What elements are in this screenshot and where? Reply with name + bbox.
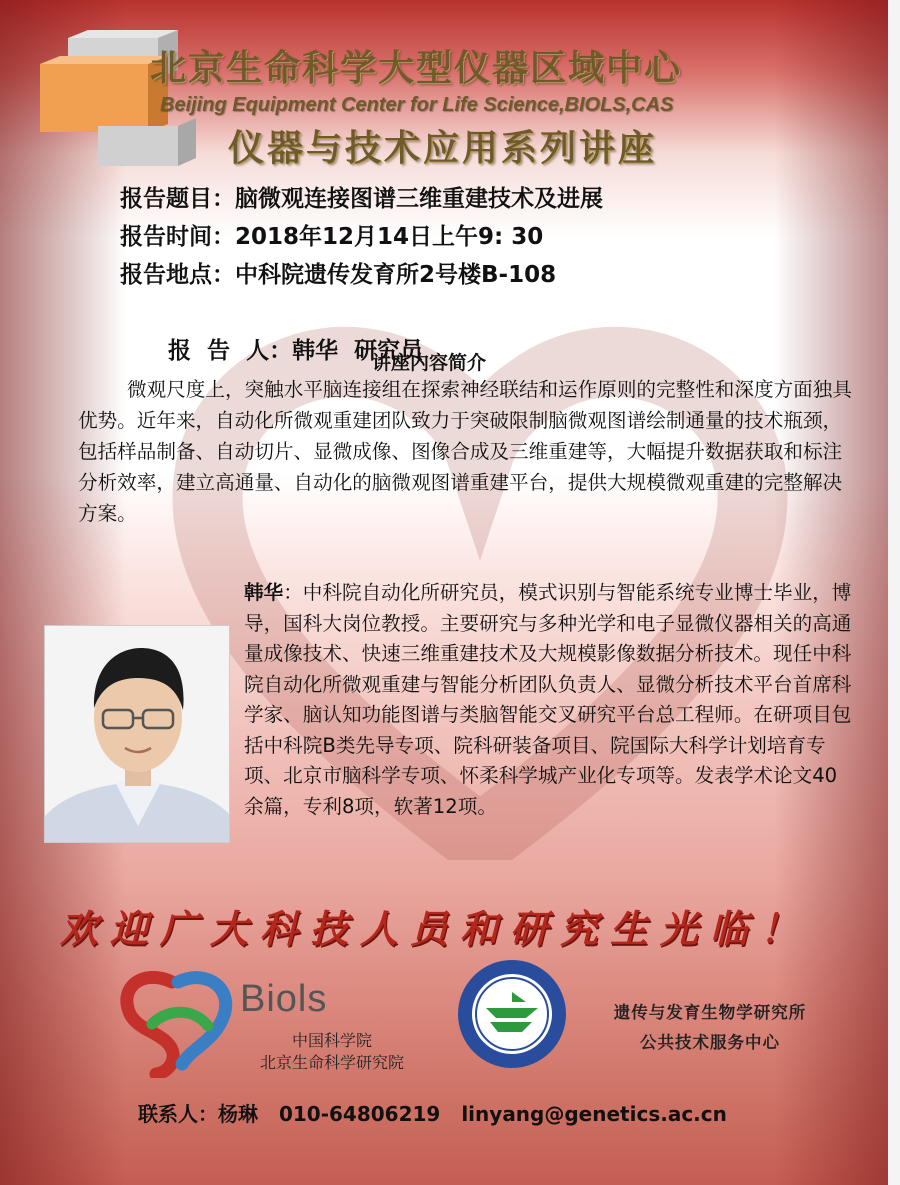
- biols-cn-line-1: 中国科学院: [291, 1031, 372, 1050]
- detail-value: 中科院遗传发育所2号楼B-108: [235, 262, 557, 288]
- institute-name: [580, 998, 840, 1058]
- center-name-en: Beijing Equipment Center for Life Science,BIOLS,CAS: [160, 94, 674, 116]
- center-name-cn: 北京生命科学大型仪器区域中心: [150, 48, 683, 89]
- detail-time: [120, 218, 840, 256]
- page-edge: [888, 0, 900, 1185]
- detail-label: 报告题目：: [120, 186, 235, 212]
- institute-line-2: 公共技术服务中心: [640, 1033, 780, 1052]
- detail-label: 报 告 人：: [168, 338, 293, 364]
- speaker-photo: [44, 625, 230, 843]
- welcome-slogan: 欢迎广大科技人员和研究生光临！: [60, 906, 811, 951]
- bio-text: ：中科院自动化所研究员，模式识别与智能系统专业博士毕业，博导，国科大岗位教授。主要研究与多种光学和电子显微仪器相关的高通量成像技术、快速三维重建技术及大规模影像数据分析技术。现任中科院自动化所微观重建与智能分析团队负责人、显微分析技术平台首席科学家、脑认知功能图谱与类脑智能交叉研究平台总工程师。在研项目包括中科院B类先导专项、院科研装备项目、院国际大科学计划培育专项、北京市脑科学专项、怀柔科学城产业化专项等。发表学术论文40余篇，专利8项，软著12项。: [244, 581, 852, 818]
- speaker-bio: [244, 578, 856, 822]
- contact-email[interactable]: linyang@genetics.ac.cn: [461, 1102, 727, 1126]
- detail-value: 脑微观连接图谱三维重建技术及进展: [235, 186, 603, 212]
- series-title: 仪器与技术应用系列讲座: [228, 128, 658, 169]
- detail-value: 韩华 研究员: [292, 338, 424, 364]
- contact-line: [138, 1098, 858, 1127]
- biols-wordmark: Biols: [240, 978, 328, 1020]
- biols-cn-line-2: 北京生命科学研究院: [259, 1053, 404, 1072]
- intro-heading: 讲座内容简介: [372, 352, 487, 374]
- bio-name: 韩华: [244, 581, 284, 604]
- detail-value: 2018年12月14日上午9: 30: [235, 224, 544, 250]
- detail-topic: [120, 180, 840, 218]
- contact-phone: 010-64806219: [278, 1102, 441, 1126]
- intro-body: 微观尺度上，突触水平脑连接组在探索神经联结和运作原则的完整性和深度方面独具优势。近年来，自动化所微观重建团队致力于突破限制脑微观图谱绘制通量的技术瓶颈，包括样品制备、自动切片、显微成像、图像合成及三维重建等，大幅提升数据获取和标注分析效率，建立高通量、自动化的脑微观图谱重建平台，提供大规模微观重建的完整解决方案。: [78, 378, 852, 525]
- detail-label: 报告时间：: [120, 224, 235, 250]
- contact-person: 联系人：杨琳: [138, 1102, 258, 1126]
- biols-logo-icon: [112, 968, 242, 1078]
- institute-seal-icon: [456, 958, 568, 1070]
- biols-cn-name: [232, 1030, 432, 1074]
- detail-label: 报告地点：: [120, 262, 235, 288]
- detail-location: [120, 256, 840, 294]
- institute-line-1: 遗传与发育生物学研究所: [613, 1003, 807, 1022]
